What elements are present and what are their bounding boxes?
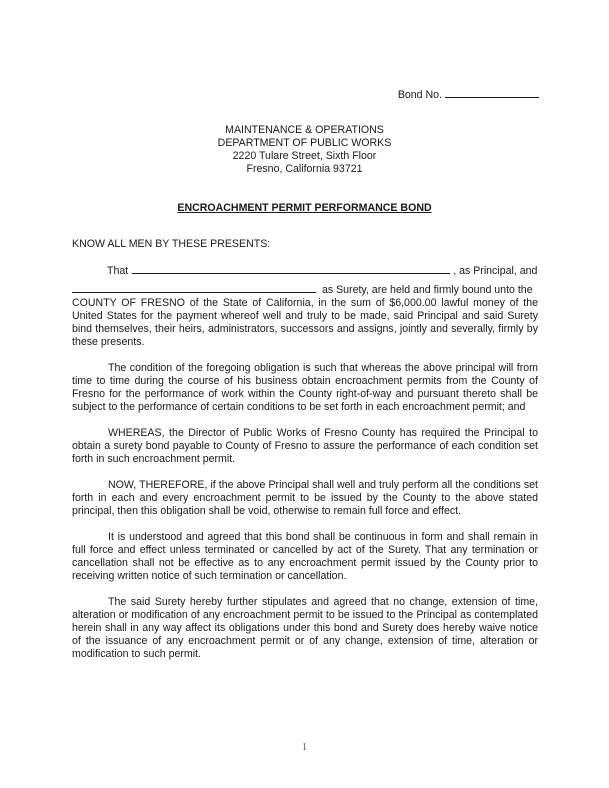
paragraph-4: NOW, THEREFORE, if the above Principal shall well and truly perform all the conditions set forth in each and every encroachment permit to be issued by the County to the above stated principal, then this obligation shall be void, otherwise to remain full force and effect.: [72, 479, 538, 517]
document-title: ENCROACHMENT PERMIT PERFORMANCE BOND: [177, 202, 432, 214]
bond-body: [72, 282, 538, 661]
bond-number-label: Bond No.: [397, 89, 442, 101]
page-number: 1: [302, 742, 307, 753]
header-line-2: DEPARTMENT OF PUBLIC WORKS: [217, 137, 392, 149]
bond-number-blank[interactable]: [445, 87, 539, 98]
know-all-heading: KNOW ALL MEN BY THESE PRESENTS:: [72, 238, 271, 250]
paragraph-3: WHEREAS, the Director of Public Works of Fresno County has required the Principal to obtain a surety bond payable to County of Fresno to assure the performance of each condition set forth in such encroachment permit.: [72, 427, 538, 465]
paragraph-1: COUNTY OF FRESNO of the State of California, in the sum of $6,000.00 lawful money of the United States for the payment whereof well and truly to be made, said Principal and said Surety bind themselves, their heirs, administrators, successors and assigns, jointly and severally, firmly by these presents.: [72, 297, 538, 348]
header-line-1: MAINTENANCE & OPERATIONS: [225, 124, 384, 136]
header-line-3: 2220 Tulare Street, Sixth Floor: [232, 150, 377, 162]
surety-line: [72, 282, 538, 297]
surety-blank[interactable]: [72, 282, 316, 293]
paragraph-5: It is understood and agreed that this bond shall be continuous in form and shall remain in full force and effect unless terminated or cancelled by act of the Surety. That any termination or cancellation shall not be effective as to any encroachment permit issued by the County prior to receiving written notice of such termination or cancellation.: [72, 531, 538, 582]
paragraph-6: The said Surety hereby further stipulates and agreed that no change, extension of time, alteration or modification of any encroachment permit to be issued to the Principal as contemplated herein shall in any way affect its obligations under this bond and Surety does hereby waive notice of the issuance of any encroachment permit or of any change, extension of time, alteration or modification to such permit.: [72, 596, 538, 660]
bond-number-line: [398, 87, 539, 102]
letterhead: [0, 124, 609, 176]
paragraph-2: The condition of the foregoing obligation is such that whereas the above principal will from time to time during the course of his business obtain encroachment permits from the County of Fresno for the performance of work within the County right-of-way and pursuant thereto shall be subject to the performance of certain conditions to be set forth in each encroachment permit; and: [72, 362, 538, 413]
that-prefix: That: [107, 265, 129, 277]
principal-blank[interactable]: [132, 263, 450, 274]
that-suffix: , as Principal, and: [453, 265, 538, 277]
header-line-4: Fresno, California 93721: [246, 163, 363, 175]
principal-line: [107, 263, 537, 278]
surety-suffix: as Surety, are held and firmly bound unto the: [321, 284, 533, 296]
